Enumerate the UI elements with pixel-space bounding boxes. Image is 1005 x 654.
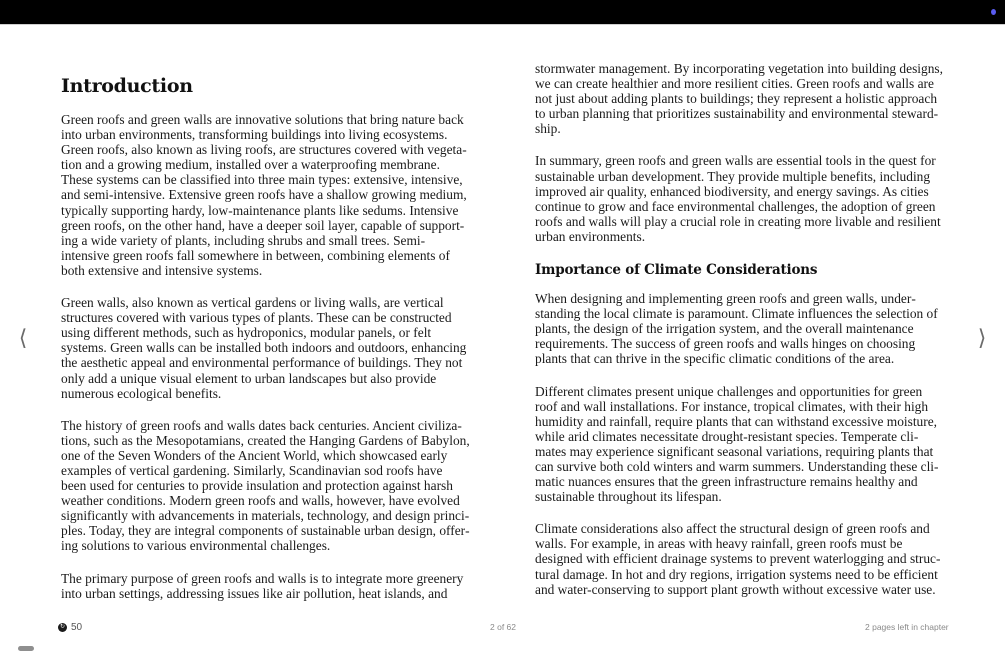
- chapter-title: Introduction: [61, 75, 193, 97]
- section-title: Importance of Climate Considerations: [535, 262, 818, 279]
- page-position: 2 of 62: [490, 622, 516, 632]
- window-top-bar: [0, 0, 1005, 25]
- scroll-indicator[interactable]: [18, 646, 34, 651]
- next-page-button[interactable]: [972, 325, 992, 353]
- paragraph: Green roofs and green walls are innovative solutions that bring nature back into urban environments, transforming buildings into living ecosystems. Green roofs, also known as living roofs, are structures covered with vegetation and a growing medium, installed over a waterproofing membrane. These systems can be classified into three main types: extensive, intensive, and semi-intensive. Extensive green roofs have a shallow growing medium, typically supporting hardy, low-maintenance plants like sedums. Intensive green roofs, on the other hand, have a deeper soil layer, capable of supporting a wide variety of plants, including shrubs and small trees. Semi-intensive green roofs fall somewhere in between, combining elements of both extensive and intensive systems.: [61, 112, 467, 278]
- reading-goal[interactable]: [58, 622, 82, 633]
- chevron-right-icon: ⟩: [977, 326, 987, 351]
- status-indicator-dot: [991, 9, 996, 15]
- reading-goal-icon: ↻: [59, 624, 66, 630]
- paragraph: When designing and implementing green roofs and green walls, understanding the local climate is paramount. Climate influences the selection of plants, the design of the irrigation system, and the overall maintenance requirements. The success of green roofs and walls hinges on choosing plants that can thrive in the specific climatic conditions of the area.: [535, 291, 938, 367]
- pages-left-in-chapter: 2 pages left in chapter: [865, 622, 949, 632]
- chevron-left-icon: ⟨: [18, 326, 28, 351]
- paragraph: In summary, green roofs and green walls are essential tools in the quest for sustainable urban development. They provide multiple benefits, including improved air quality, enhanced biodiversity, and energy savings. As cities continue to grow and face environmental challenges, the adoption of green roofs and walls will play a crucial role in creating more livable and resilient urban environments.: [535, 153, 941, 244]
- paragraph: Green walls, also known as vertical gardens or living walls, are vertical structures covered with various types of plants. These can be constructed using different methods, such as hydroponics, modular panels, or felt systems. Green walls can be installed both indoors and outdoors, enhancing the aesthetic appeal and environmental performance of buildings. They not only add a unique visual element to urban landscapes but also provide numerous ecological benefits.: [61, 295, 467, 401]
- paragraph: The history of green roofs and walls dates back centuries. Ancient civilizations, such as the Mesopotamians, created the Hanging Gardens of Babylon, one of the Seven Wonders of the Ancient World, which showcased early examples of vertical gardening. Similarly, Scandinavian sod roofs have been used for centuries to provide insulation and protection against harsh weather conditions. Modern green roofs and walls, however, have evolved significantly with advancements in materials, technology, and design principles. Today, they are integral components of sustainable urban design, offering solutions to various environmental challenges.: [61, 417, 470, 554]
- reading-goal-value: 50: [71, 622, 83, 633]
- previous-page-button[interactable]: [13, 325, 33, 353]
- paragraph: Climate considerations also affect the structural design of green roofs and walls. For example, in areas with heavy rainfall, green roofs must be designed with efficient drainage systems to prevent waterlogging and structural damage. In hot and dry regions, irrigation systems need to be efficient and water-conserving to support plant growth without excessive water use.: [535, 521, 941, 597]
- paragraph: The primary purpose of green roofs and walls is to integrate more greenery into urban settings, addressing issues like air pollution, heat islands, and: [61, 570, 464, 601]
- paragraph: Different climates present unique challenges and opportunities for green roof and wall installations. For instance, tropical climates, with their high humidity and rainfall, require plants that can withstand excessive moisture, while arid climates necessitate drought-resistant species. Temperate climates may experience significant seasonal variations, requiring plants that can survive both cold winters and warm summers. Understanding these climatic nuances ensures that the green infrastructure remains healthy and sustainable throughout its lifespan.: [535, 383, 939, 505]
- paragraph: stormwater management. By incorporating vegetation into building designs, we can create healthier and more resilient cities. Green roofs and walls are not just about adding plants to buildings; they represent a holistic approach to urban planning that prioritizes sustainability and environmental stewardship.: [535, 61, 943, 137]
- right-page: [535, 61, 945, 614]
- left-page: [61, 74, 471, 618]
